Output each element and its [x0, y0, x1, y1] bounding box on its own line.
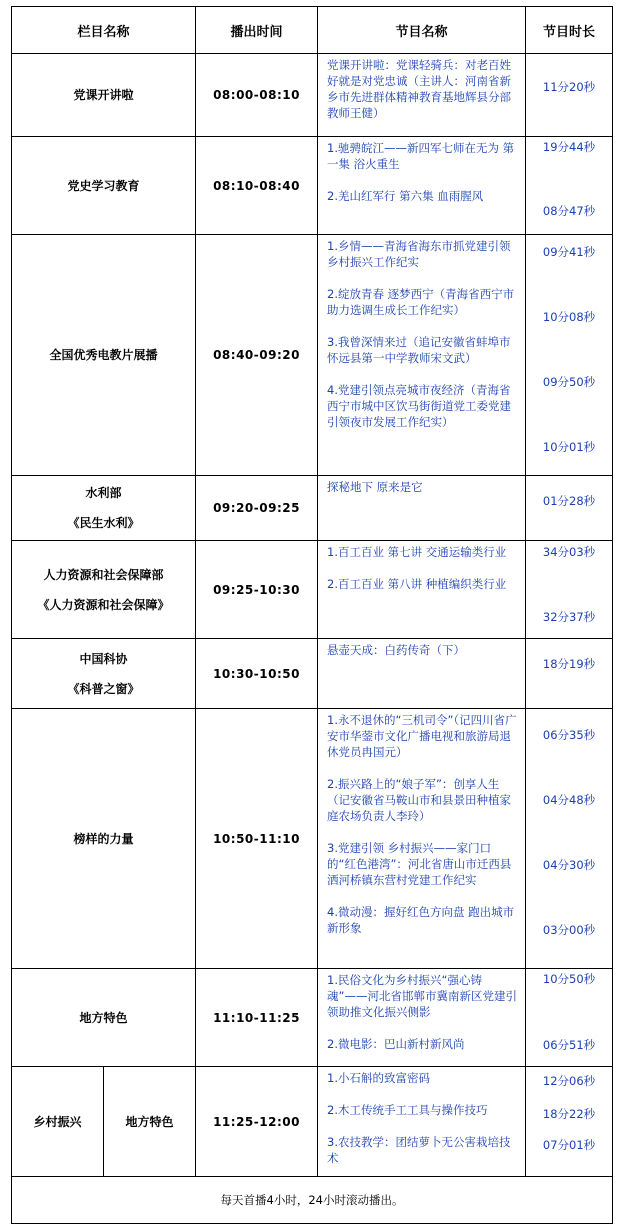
duration-cell — [526, 137, 613, 235]
schedule-row — [12, 235, 613, 476]
schedule-sheet — [11, 6, 612, 1220]
column-name-cell — [12, 235, 196, 476]
schedule-row — [12, 137, 613, 235]
duration-value: 18分19秒 — [542, 657, 596, 671]
duration-value: 04分30秒 — [542, 858, 596, 872]
header-column-name: 栏目名称 — [12, 7, 196, 54]
program-item: 1.民俗文化为乡村振兴“强心铸魂”——河北省邯郸市冀南新区党建引领助推文化振兴侧影 — [327, 973, 517, 1019]
duration-value: 11分20秒 — [542, 80, 596, 94]
header-row — [12, 7, 613, 54]
program-cell — [318, 969, 526, 1067]
header-program-name: 节目名称 — [318, 7, 526, 54]
column-name-line: 党课开讲啦 — [73, 88, 134, 102]
column-name-line: 地方特色 — [79, 1010, 128, 1025]
column-name-cell — [12, 639, 196, 709]
column-name-line: 水利部 — [85, 486, 122, 500]
column-name-line: 榜样的力量 — [73, 831, 134, 846]
program-item: 3.我曾深情来过（追记安徽省蚌埠市怀远县第一中学教师宋文武） — [327, 335, 511, 365]
broadcast-time-cell: 09:20-09:25 — [196, 476, 318, 541]
schedule-row — [12, 541, 613, 639]
program-item: 4.微动漫：握好红色方向盘 跑出城市新形象 — [327, 905, 515, 935]
program-cell — [318, 137, 526, 235]
duration-cell — [526, 639, 613, 709]
duration-value: 03分00秒 — [542, 923, 596, 937]
broadcast-time-cell: 08:00-08:10 — [196, 54, 318, 137]
duration-cell — [526, 1067, 613, 1177]
duration-cell — [526, 709, 613, 969]
program-cell — [318, 54, 526, 137]
column-name-line: 《科普之窗》 — [67, 681, 140, 696]
schedule-table — [11, 6, 613, 1224]
broadcast-time-cell: 10:50-11:10 — [196, 709, 318, 969]
column-name-cell — [12, 54, 196, 137]
duration-value: 12分06秒 — [542, 1074, 596, 1088]
schedule-row — [12, 969, 613, 1067]
program-item: 党课开讲啦：党课轻骑兵：对老百姓好就是对党忠诚（主讲人：河南省新乡市先进群体精神教育基地辉县分部教师王健） — [327, 58, 512, 120]
program-item: 2.绽放青春 逐梦西宁（青海省西宁市助力选调生成长工作纪实） — [327, 287, 515, 317]
column-name-line: 《人力资源和社会保障》 — [37, 597, 170, 612]
column-name-cell — [12, 476, 196, 541]
program-item: 2.百工百业 第八讲 种植编织类行业 — [327, 577, 507, 591]
program-item: 3.农技教学：团结萝卜无公害栽培技术 — [327, 1135, 511, 1165]
broadcast-time-cell: 09:25-10:30 — [196, 541, 318, 639]
schedule-row — [12, 639, 613, 709]
broadcast-time-cell: 08:40-09:20 — [196, 235, 318, 476]
program-cell — [318, 639, 526, 709]
duration-cell — [526, 541, 613, 639]
column-name-cell — [12, 709, 196, 969]
program-item: 1.小石斛的致富密码 — [327, 1071, 430, 1085]
column-name-line: 全国优秀电教片展播 — [49, 348, 158, 362]
footer-row — [12, 1177, 613, 1224]
column-name-line: 中国科协 — [79, 651, 128, 666]
broadcast-time-cell: 11:25-12:00 — [196, 1067, 318, 1177]
duration-value: 07分01秒 — [542, 1138, 596, 1152]
duration-value: 10分08秒 — [542, 310, 596, 324]
program-item: 探秘地下 原来是它 — [327, 480, 423, 494]
program-cell — [318, 235, 526, 476]
duration-value: 06分51秒 — [542, 1038, 596, 1052]
program-item: 1.乡情——青海省海东市抓党建引领乡村振兴工作纪实 — [327, 239, 511, 269]
broadcast-time-cell: 08:10-08:40 — [196, 137, 318, 235]
program-item: 悬壶天成：白药传奇（下） — [327, 643, 466, 657]
program-cell — [318, 476, 526, 541]
program-cell — [318, 709, 526, 969]
duration-value: 10分01秒 — [542, 440, 596, 454]
program-item: 1.百工百业 第七讲 交通运输类行业 — [327, 545, 507, 559]
duration-value: 06分35秒 — [542, 728, 596, 742]
schedule-row — [12, 709, 613, 969]
program-item: 2.微电影：巴山新村新风尚 — [327, 1037, 465, 1051]
duration-value: 08分47秒 — [542, 204, 596, 218]
duration-value: 34分03秒 — [542, 545, 596, 559]
column-name-line: 人力资源和社会保障部 — [43, 567, 164, 582]
schedule-row — [12, 476, 613, 541]
program-item: 1.驰骋皖江——新四军七师在无为 第一集 浴火重生 — [327, 141, 515, 171]
duration-value: 09分41秒 — [542, 245, 596, 259]
broadcast-time-cell: 11:10-11:25 — [196, 969, 318, 1067]
column-name-line: 党史学习教育 — [67, 178, 140, 193]
program-cell — [318, 541, 526, 639]
duration-value: 04分48秒 — [542, 793, 596, 807]
column-name-cell — [12, 969, 196, 1067]
duration-cell — [526, 476, 613, 541]
duration-value: 09分50秒 — [542, 375, 596, 389]
header-broadcast-time: 播出时间 — [196, 7, 318, 54]
column-name-line: 《民生水利》 — [67, 516, 140, 530]
duration-value: 19分44秒 — [542, 140, 596, 154]
column-name-sub: 地方特色 — [104, 1067, 196, 1177]
duration-value: 18分22秒 — [542, 1107, 596, 1121]
duration-cell — [526, 235, 613, 476]
column-name-main: 乡村振兴 — [12, 1067, 104, 1177]
header-duration: 节目时长 — [526, 7, 613, 54]
schedule-row — [12, 54, 613, 137]
program-item: 2.振兴路上的“娘子军”：创享人生（记安徽省马鞍山市和县景田种植家庭农场负责人李玲） — [327, 777, 512, 823]
program-item: 1.永不退休的“三机司令”（记四川省广安市华蓥市文化广播电视和旅游局退休党员冉国元） — [327, 713, 517, 759]
duration-cell — [526, 54, 613, 137]
duration-value: 01分28秒 — [542, 494, 596, 508]
program-item: 4.党建引领点亮城市夜经济（青海省西宁市城中区饮马街街道党工委党建引领夜市发展工作纪实） — [327, 383, 512, 429]
schedule-row-rural — [12, 1067, 613, 1177]
broadcast-time-cell: 10:30-10:50 — [196, 639, 318, 709]
duration-value: 10分50秒 — [542, 972, 596, 986]
duration-value: 32分37秒 — [542, 610, 596, 624]
program-item: 2.木工传统手工工具与操作技巧 — [327, 1103, 488, 1117]
program-item: 2.羌山红军行 第六集 血雨腥风 — [327, 189, 484, 203]
column-name-cell — [12, 541, 196, 639]
duration-cell — [526, 969, 613, 1067]
column-name-cell — [12, 137, 196, 235]
program-cell — [318, 1067, 526, 1177]
schedule-body — [12, 54, 613, 1224]
footer-note: 每天首播4小时，24小时滚动播出。 — [12, 1177, 613, 1224]
program-item: 3.党建引领 乡村振兴——家门口的“红色港湾”：河北省唐山市迁西县洒河桥镇东营村党建工作纪实 — [327, 841, 512, 887]
